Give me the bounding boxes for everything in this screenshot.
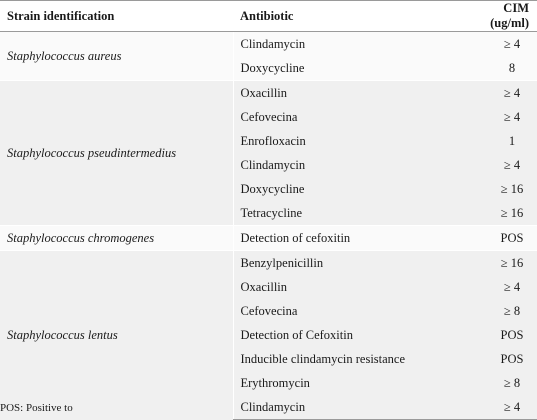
cim-cell: ≥ 4	[459, 105, 537, 129]
strain-header: Strain identification	[0, 1, 233, 32]
cim-cell: ≥ 4	[459, 153, 537, 177]
antibiotic-cell: Clindamycin	[233, 32, 459, 57]
table-row	[0, 81, 537, 106]
antibiotic-cell: Doxycycline	[233, 177, 459, 201]
header-row	[0, 1, 537, 32]
cim-cell: ≥ 16	[459, 201, 537, 226]
cim-cell: ≥ 4	[459, 275, 537, 299]
antibiotic-cell: Enrofloxacin	[233, 129, 459, 153]
cim-cell: POS	[459, 347, 537, 371]
cim-cell: ≥ 16	[459, 177, 537, 201]
antibiotic-cell: Oxacillin	[233, 81, 459, 106]
table-footnote: POS: Positive to	[0, 402, 73, 414]
cim-cell: ≥ 8	[459, 371, 537, 395]
strain-cell: Staphylococcus aureus	[0, 32, 233, 81]
antibiotic-cell: Erythromycin	[233, 371, 459, 395]
antibiotic-cell: Detection of cefoxitin	[233, 226, 459, 251]
antibiotic-cell: Cefovecina	[233, 105, 459, 129]
cim-cell: POS	[459, 323, 537, 347]
antibiotic-header: Antibiotic	[233, 1, 459, 32]
cim-cell: 1	[459, 129, 537, 153]
strain-cell: Staphylococcus chromogenes	[0, 226, 233, 251]
antibiotic-cell: Inducible clindamycin resistance	[233, 347, 459, 371]
antibiotic-cell: Doxycycline	[233, 56, 459, 81]
antibiotic-cell: Tetracycline	[233, 201, 459, 226]
cim-cell: ≥ 16	[459, 251, 537, 276]
antibiotic-cell: Cefovecina	[233, 299, 459, 323]
table-row	[0, 251, 537, 276]
cim-cell: POS	[459, 226, 537, 251]
table-row	[0, 32, 537, 57]
cim-header: CIM (ug/ml)	[459, 1, 537, 32]
cim-cell: ≥ 4	[459, 81, 537, 106]
table-row	[0, 226, 537, 251]
antibiotic-cell: Detection of Cefoxitin	[233, 323, 459, 347]
strain-cell: Staphylococcus pseudintermedius	[0, 81, 233, 226]
antibiotic-cell: Clindamycin	[233, 395, 459, 420]
cim-cell: ≥ 4	[459, 32, 537, 57]
strain-cell: Staphylococcus lentus	[0, 251, 233, 420]
cim-cell: ≥ 4	[459, 395, 537, 420]
antibiotic-cell: Clindamycin	[233, 153, 459, 177]
cim-cell: 8	[459, 56, 537, 81]
antibiotic-cell: Oxacillin	[233, 275, 459, 299]
cim-cell: ≥ 8	[459, 299, 537, 323]
antibiotic-cell: Benzylpenicillin	[233, 251, 459, 276]
